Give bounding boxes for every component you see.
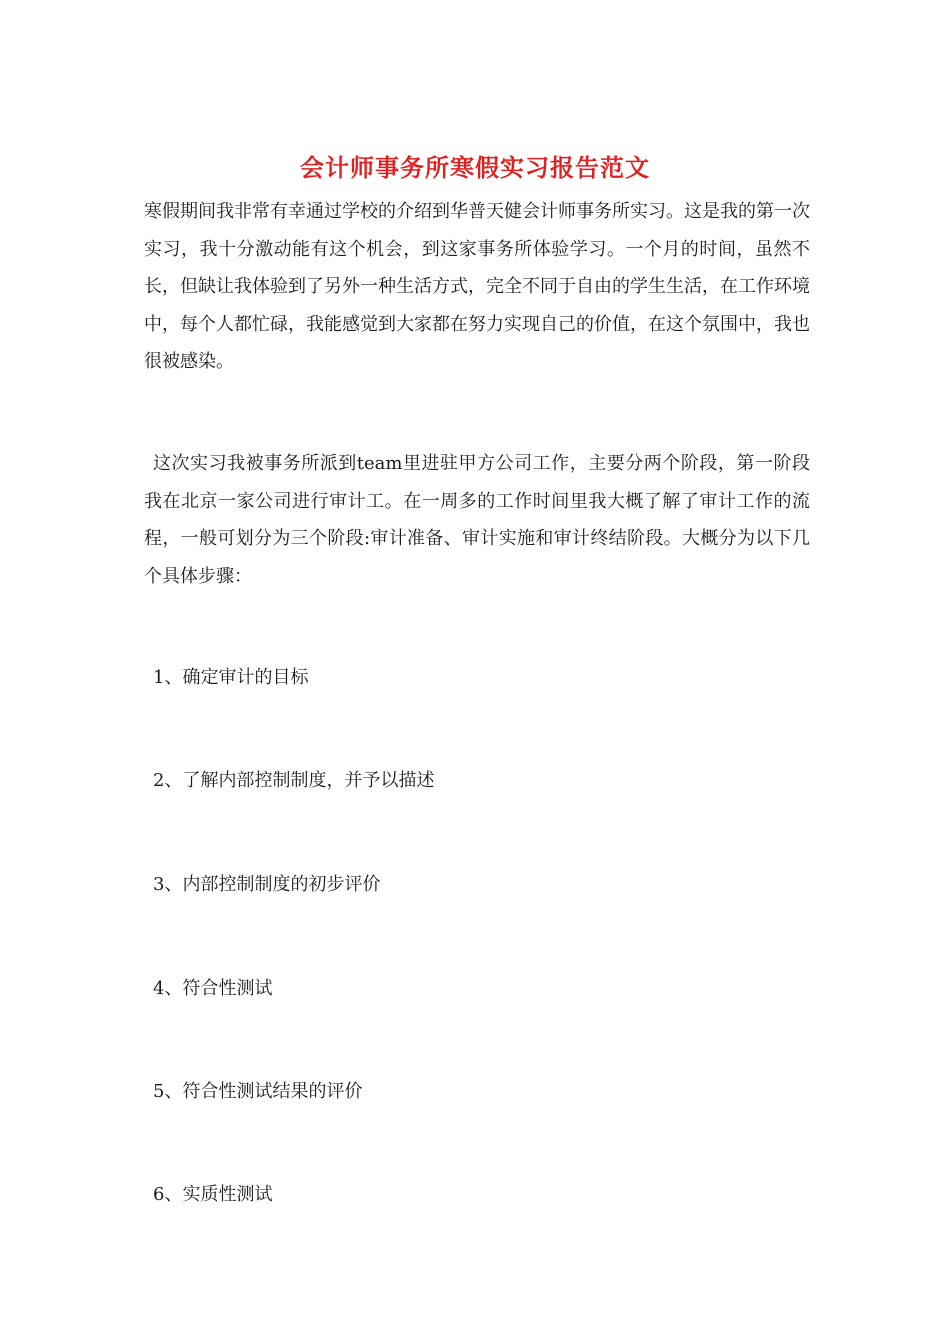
step-item: 5、符合性测试结果的评价: [153, 1081, 363, 1102]
document-title: 会计师事务所寒假实习报告范文: [300, 153, 650, 182]
paragraph-intro: 寒假期间我非常有幸通过学校的介绍到华普天健会计师事务所实习。这是我的第一次实习，我十分激动能有这个机会，到这家事务所体验学习。一个月的时间，虽然不长，但缺让我体验到了另外一种生活方式，完全不同于自由的学生生活，在工作环境中，每个人都忙碌，我能感觉到大家都在努力实现自己的价值，在这个氛围中，我也很被感染。: [144, 201, 810, 372]
step-item: 3、内部控制制度的初步评价: [153, 874, 381, 895]
step-item: 4、符合性测试: [153, 978, 273, 999]
step-item: 6、实质性测试: [153, 1184, 273, 1205]
step-item: 1、确定审计的目标: [153, 667, 309, 688]
paragraph-internship-stages: 这次实习我被事务所派到team里进驻甲方公司工作，主要分两个阶段，第一阶段我在北京一家公司进行审计工。在一周多的工作时间里我大概了解了审计工作的流程，一般可划分为三个阶段:审计准备、审计实施和审计终结阶段。大概分为以下几个具体步骤：: [144, 453, 810, 587]
step-item: 2、了解内部控制制度，并予以描述: [153, 770, 435, 791]
